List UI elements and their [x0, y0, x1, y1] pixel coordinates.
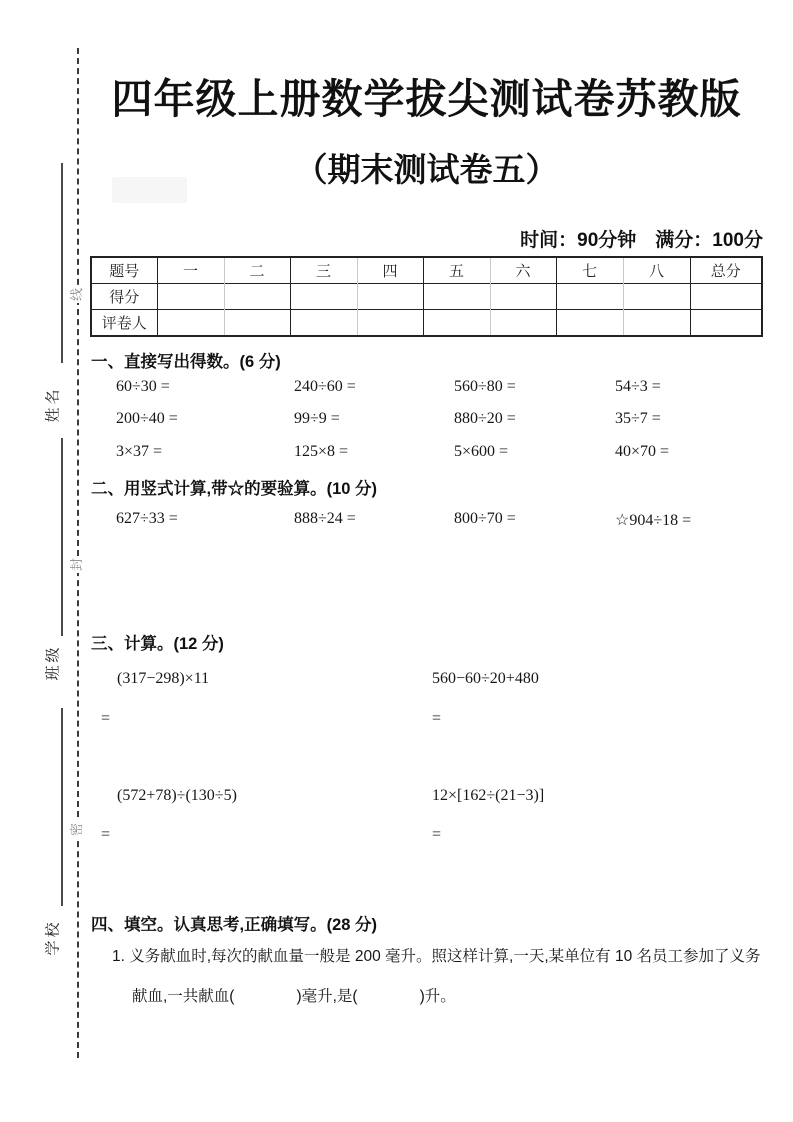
table-row-score — [91, 284, 762, 310]
score-table — [90, 256, 763, 337]
problem: 627÷33 = — [116, 510, 178, 527]
score-cell — [690, 284, 762, 310]
class-label: 班级 — [44, 644, 62, 681]
header-col-6: 六 — [490, 257, 556, 284]
score-cell — [224, 284, 290, 310]
item-line-1 — [112, 946, 767, 968]
problem: 800÷70 = — [454, 510, 516, 527]
grader-cell — [623, 310, 690, 337]
table-row-grader — [91, 310, 762, 337]
header-col-2: 二 — [224, 257, 290, 284]
section-three-exprs-1 — [90, 670, 763, 688]
equals-sign: = — [101, 826, 111, 843]
grader-cell — [423, 310, 490, 337]
problem: 99÷9 = — [294, 410, 340, 427]
section-four-heading: 四、填空。认真思考,正确填写。(28 分) — [91, 916, 378, 934]
equals-sign: = — [432, 710, 442, 727]
problem: ☆904÷18 = — [615, 512, 692, 529]
score-cell — [290, 284, 357, 310]
section-one-row-1 — [90, 378, 763, 396]
seal-char-seal: 封 — [69, 557, 85, 572]
seal-char-line: 线 — [69, 287, 85, 302]
section-one-heading: 一、直接写出得数。(6 分) — [91, 353, 281, 371]
name-fill-line — [61, 163, 63, 363]
table-row-headers — [91, 257, 762, 284]
problem: 888÷24 = — [294, 510, 356, 527]
score-cell — [157, 284, 224, 310]
item-number: 1. — [112, 948, 125, 965]
score-cell — [556, 284, 623, 310]
problem: 200÷40 = — [116, 410, 178, 427]
problem: 560÷80 = — [454, 378, 516, 395]
section-three-equals-1 — [90, 710, 763, 728]
problem: 60÷30 = — [116, 378, 170, 395]
header-col-5: 五 — [423, 257, 490, 284]
time-score-info: 时间：90分钟 满分：100分 — [520, 230, 763, 251]
equals-sign: = — [101, 710, 111, 727]
problem: 40×70 = — [615, 443, 670, 460]
section-three-exprs-2 — [90, 787, 763, 805]
grader-cell — [490, 310, 556, 337]
problem: 35÷7 = — [615, 410, 661, 427]
grader-cell — [290, 310, 357, 337]
problem: 54÷3 = — [615, 378, 661, 395]
grader-row-label: 评卷人 — [91, 310, 157, 337]
name-label: 姓名 — [44, 386, 62, 423]
score-cell — [623, 284, 690, 310]
header-col-total: 总分 — [710, 263, 741, 280]
problem: 240÷60 = — [294, 378, 356, 395]
score-cell — [423, 284, 490, 310]
header-question-no: 题号 — [91, 257, 157, 284]
problem: 5×600 = — [454, 443, 509, 460]
expression: (317−298)×11 — [117, 670, 210, 687]
item-text: 义务献血时,每次的献血量一般是 200 毫升。照这样计算,一天,某单位有 10 名员工参加了义务 — [129, 948, 761, 965]
header-col-8: 八 — [623, 257, 690, 284]
grader-cell — [556, 310, 623, 337]
school-label: 学校 — [44, 919, 62, 956]
grader-cell — [224, 310, 290, 337]
seal-dashed-line — [77, 48, 79, 1058]
equals-sign: = — [432, 826, 442, 843]
grader-cell — [690, 310, 762, 337]
school-fill-line — [61, 708, 63, 906]
score-cell — [490, 284, 556, 310]
page-title: 四年级上册数学拔尖测试卷苏教版 — [111, 76, 742, 122]
grader-cell — [357, 310, 423, 337]
expression: 560−60÷20+480 — [432, 670, 539, 687]
fill-in-item-1 — [112, 946, 767, 1008]
section-one-row-2 — [90, 410, 763, 428]
expression: (572+78)÷(130÷5) — [117, 787, 237, 804]
header-col-4: 四 — [357, 257, 423, 284]
header-col-3: 三 — [290, 257, 357, 284]
header-col-1: 一 — [157, 257, 224, 284]
problem: 3×37 = — [116, 443, 163, 460]
section-three-heading: 三、计算。(12 分) — [91, 635, 224, 653]
section-two-heading: 二、用竖式计算,带☆的要验算。(10 分) — [91, 480, 378, 498]
header-col-7: 七 — [556, 257, 623, 284]
score-cell — [357, 284, 423, 310]
section-three-equals-2 — [90, 826, 763, 844]
section-two-row — [90, 510, 763, 530]
item-line-2: 献血,一共献血( )毫升,是( )升。 — [132, 988, 456, 1005]
page-subtitle: （期末测试卷五） — [294, 151, 559, 188]
class-fill-line — [61, 438, 63, 636]
problem: 880÷20 = — [454, 410, 516, 427]
problem: 125×8 = — [294, 443, 349, 460]
seal-char-secret: 密 — [69, 822, 85, 837]
section-one-row-3 — [90, 443, 763, 461]
score-row-label: 得分 — [91, 284, 157, 310]
expression: 12×[162÷(21−3)] — [432, 787, 545, 804]
grader-cell — [157, 310, 224, 337]
